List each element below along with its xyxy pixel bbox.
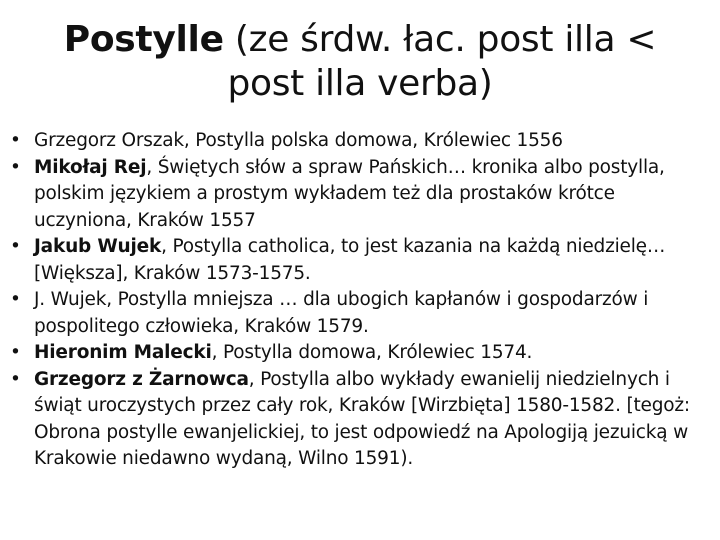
title-line-1-rest: (ze śrdw. łac. post illa < <box>223 19 657 60</box>
list-item <box>10 234 710 287</box>
title-line-2: post illa verba) <box>227 63 493 104</box>
bullet-icon: • <box>10 236 21 257</box>
bullet-icon: • <box>10 156 21 178</box>
item-text: J. Wujek, Postylla mniejsza … dla ubogich kapłanów i gospodarzów i pospolitego człowieka, Kraków 1579. <box>34 289 649 337</box>
list-item <box>10 287 710 340</box>
bullet-icon: • <box>10 342 21 363</box>
item-text: , Świętych słów a spraw Pańskich… kronika albo postylla, polskim językiem a prostym wykładem też dla prostaków krótce uczyniona, Kraków 1557 <box>34 156 665 231</box>
item-text: Grzegorz Orszak, Postylla polska domowa, Królewiec 1556 <box>34 130 563 151</box>
bullet-icon: • <box>10 130 21 151</box>
item-text: , Postylla albo wykłady ewanielij niedzielnych i świąt uroczystych przez cały rok, Kraków [Wirzbięta] 1580-1582. [tegoż: Obrona postylle ewanjelickiej, to jest odpowiedź na Apologiją jezuicką w Krakowie niedawno wydaną, Wilno 1591). <box>34 368 690 469</box>
bibliography-list <box>10 128 710 473</box>
item-author: Grzegorz z Żarnowca <box>34 368 249 390</box>
list-item <box>10 340 710 367</box>
item-author: Jakub Wujek <box>34 236 162 257</box>
bullet-icon: • <box>10 368 21 390</box>
bullet-icon: • <box>10 289 21 310</box>
list-item <box>10 128 710 155</box>
item-text: , Postylla catholica, to jest kazania na każdą niedzielę…[Większa], Kraków 1573-1575. <box>34 236 666 284</box>
list-item <box>10 155 710 235</box>
list-item <box>10 367 710 473</box>
item-author: Hieronim Malecki <box>34 342 212 363</box>
item-author: Mikołaj Rej <box>34 156 147 178</box>
slide-title <box>40 18 680 106</box>
item-text: , Postylla domowa, Królewiec 1574. <box>211 342 533 363</box>
title-bold-word: Postylle <box>63 19 224 60</box>
